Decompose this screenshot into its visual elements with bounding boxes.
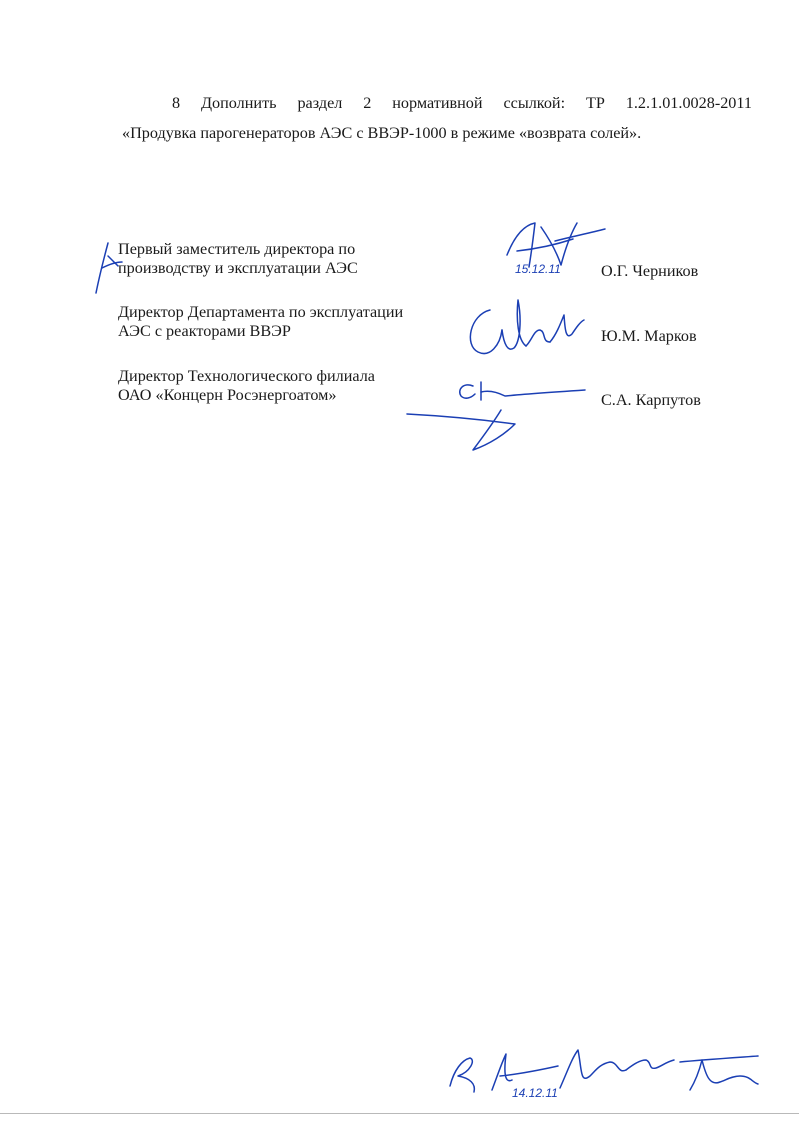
amendment-paragraph — [122, 88, 752, 148]
signer-3-title-line-1: Директор Технологического филиала — [118, 367, 375, 385]
page-bottom-rule — [0, 1113, 799, 1114]
signer-2-signature — [460, 290, 590, 365]
signer-1-initials-mark — [88, 238, 128, 298]
signer-3-title-line-2: ОАО «Концерн Росэнергоатом» — [118, 386, 337, 404]
signer-1-title-line-1: Первый заместитель директора по — [118, 240, 356, 258]
signer-1-signature — [495, 215, 615, 275]
signer-3-signature — [405, 372, 595, 462]
footer-initials-signatures — [440, 1040, 770, 1110]
signer-2-title-line-1: Директор Департамента по эксплуатации — [118, 303, 404, 321]
footer-initials-date: 14.12.11 — [512, 1086, 558, 1100]
signer-2-name: Ю.М. Марков — [601, 327, 697, 345]
amendment-line-1: 8 Дополнить раздел 2 нормативной ссылкой: ТР 1.2.1.01.0028-2011 — [172, 94, 752, 112]
amendment-line-2: «Продувка парогенераторов АЭС с ВВЭР-1000 в режиме «возврата солей». — [122, 124, 642, 142]
signer-1-signature-date: 15.12.11 — [515, 262, 561, 276]
signer-1-title-line-2: производству и эксплуатации АЭС — [118, 259, 358, 277]
signer-2-title-line-2: АЭС с реакторами ВВЭР — [118, 322, 291, 340]
signer-2-title — [118, 303, 458, 341]
signer-1-title — [118, 240, 458, 278]
signer-1-name: О.Г. Черников — [601, 262, 699, 280]
signer-3-name: С.А. Карпутов — [601, 391, 701, 409]
